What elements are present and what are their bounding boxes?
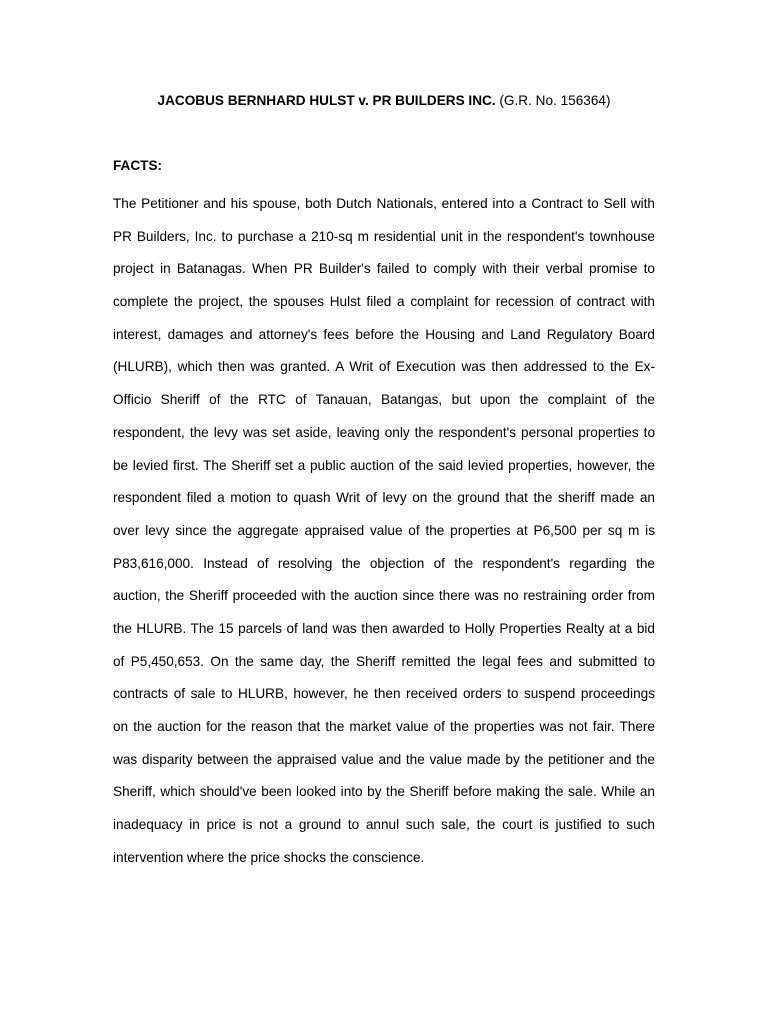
facts-line: (HLURB), which then was granted. A Writ of Execution was then addressed to the Ex- [113,359,655,375]
case-number: (G.R. No. 156364) [499,93,611,108]
facts-line: contracts of sale to HLURB, however, he then received orders to suspend proceedings [113,686,655,702]
case-name: JACOBUS BERNHARD HULST v. PR BUILDERS INC. [157,93,496,108]
facts-line: respondent filed a motion to quash Writ of levy on the ground that the sheriff made an [113,490,655,506]
facts-line: The Petitioner and his spouse, both Dutch Nationals, entered into a Contract to Sell with [113,196,655,211]
facts-line: respondent, the levy was set aside, leaving only the respondent's personal properties to [113,424,655,440]
facts-line: P83,616,000. Instead of resolving the objection of the respondent's regarding the [113,555,655,571]
facts-line: Sheriff, which should've been looked into by the Sheriff before making the sale. While an [113,784,655,800]
facts-line: inadequacy in price is not a ground to annul such sale, the court is justified to such [113,817,655,833]
facts-line: was disparity between the appraised value and the value made by the petitioner and the [113,751,655,767]
facts-line: on the auction for the reason that the market value of the properties was not fair. There [113,719,655,734]
facts-paragraph [113,188,655,874]
facts-line: interest, damages and attorney's fees before the Housing and Land Regulatory Board [113,326,655,342]
facts-line: the HLURB. The 15 parcels of land was then awarded to Holly Properties Realty at a bid [113,620,655,636]
facts-line: Officio Sheriff of the RTC of Tanauan, Batangas, but upon the complaint of the [113,392,655,408]
facts-heading: FACTS: [113,158,163,173]
facts-line: complete the project, the spouses Hulst filed a complaint for recession of contract with [113,294,655,310]
facts-line: be levied first. The Sheriff set a public auction of the said levied properties, however, the [113,457,655,473]
facts-line: over levy since the aggregate appraised value of the properties at P6,500 per sq m is [113,522,655,538]
facts-line: PR Builders, Inc. to purchase a 210-sq m residential unit in the respondent's townhouse [113,228,655,244]
facts-line: auction, the Sheriff proceeded with the auction since there was no restraining order from [113,588,655,604]
case-title [114,92,654,110]
facts-line: project in Batanagas. When PR Builder's failed to comply with their verbal promise to [113,261,655,277]
facts-line: intervention where the price shocks the conscience. [113,849,425,865]
facts-line: of P5,450,653. On the same day, the Sheriff remitted the legal fees and submitted to [113,653,655,669]
